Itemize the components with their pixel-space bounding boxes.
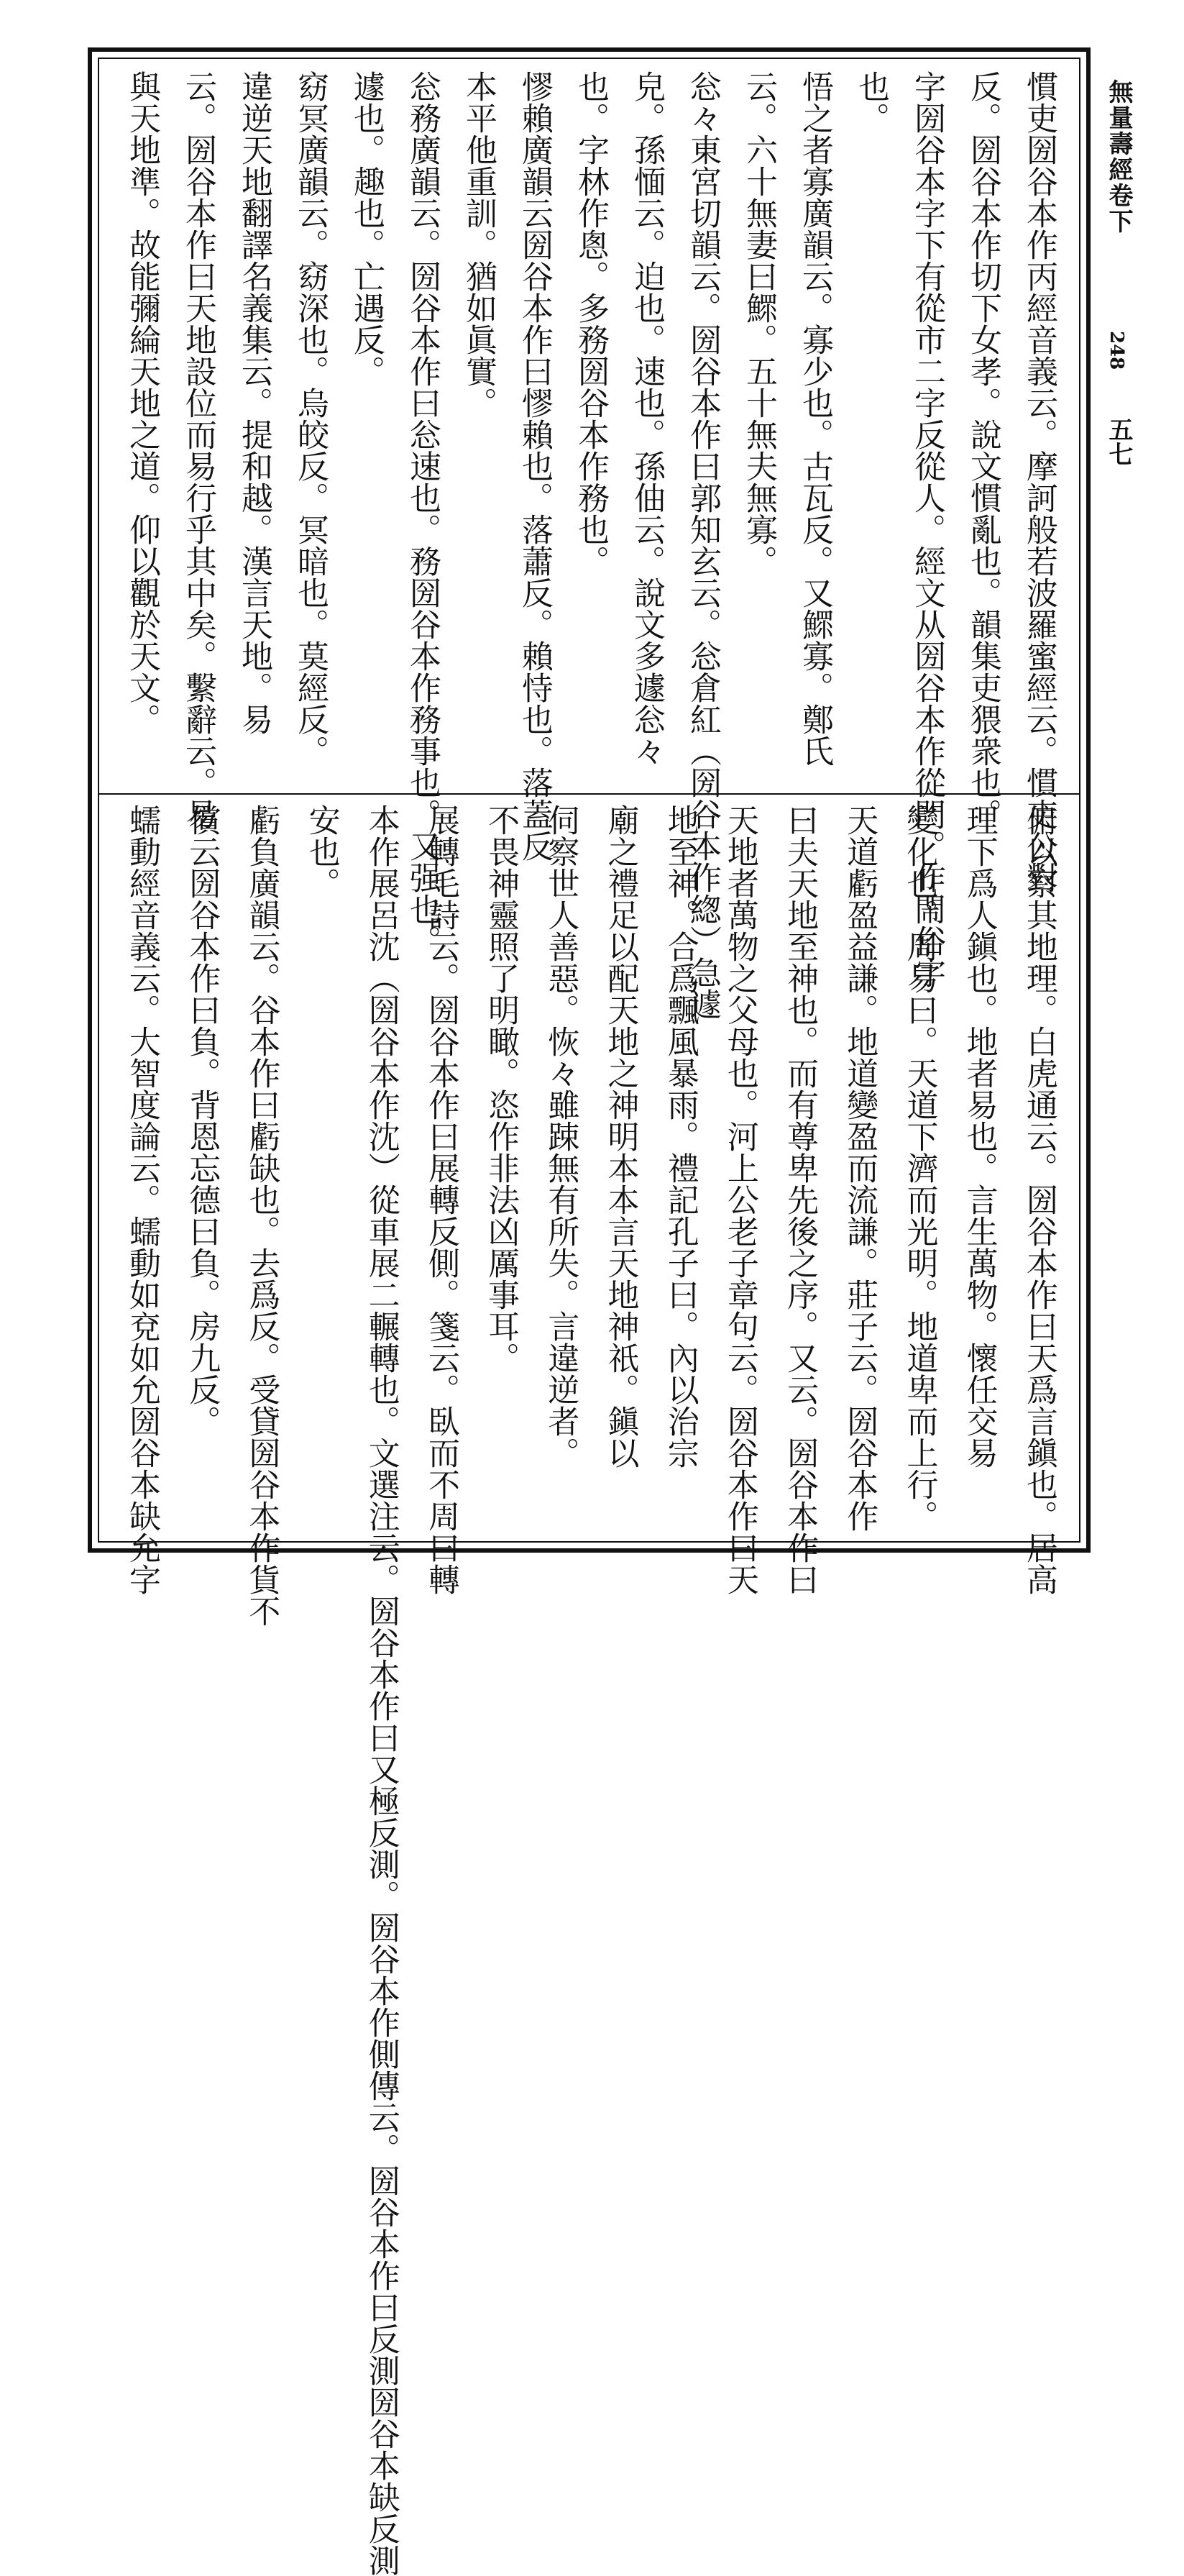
- text-column: 悟之者寡廣韻云。寡少也。古瓦反。又鰥寡。鄭氏: [797, 70, 833, 767]
- bottom-text-block: [119, 804, 1061, 2576]
- text-column: 蠕動經音義云。大智度論云。蠕動如兗如允圀谷本缺允字: [124, 804, 160, 1595]
- text-column: 天地者萬物之父母也。河上公老子章句云。圀谷本作曰天: [721, 804, 758, 1595]
- text-column: 違逆天地翻譯名義集云。提和越。漢言天地。易: [236, 70, 272, 735]
- text-column: 皃。孫愐云。迫也。速也。孫伷云。說文多遽忩々: [628, 70, 665, 767]
- text-column: 廟之禮足以配天地之神明本本言天地神祇。鎭以: [602, 804, 639, 1469]
- margin-header: [1101, 79, 1152, 583]
- text-column: 變化也。周易曰。天道下濟而光明。地道卑而上行。: [901, 804, 938, 1532]
- text-column: 與天地準。故能彌綸天地之道。仰以觀於天文。: [124, 70, 160, 735]
- text-column: 本作展呂沈（圀谷本作沈）從車展二輾轉也。文選注云。圀谷本作曰又極反測。圀谷本作側傳云。圀谷本作曰反測圀谷本缺反測: [362, 804, 400, 2576]
- folio-number: 五七: [1104, 417, 1133, 466]
- text-column: 忩々東宮切韻云。圀谷本作曰郭知玄云。忩倉紅（圀谷本作緫）急遽: [684, 70, 721, 1020]
- text-column: 忩務廣韻云。圀谷本作曰忩速也。務圀谷本作務事也。又强也。: [404, 70, 441, 956]
- text-column: 字圀谷本字下有從市二字反從人。經文从圀谷本作從門。作閙俗字: [909, 70, 945, 988]
- page-number: 248: [1106, 331, 1127, 370]
- text-column: 曰夫天地至神也。而有尊卑先後之序。又云。圀谷本作曰: [781, 804, 819, 1595]
- text-column: 伺察世人善惡。恢々雖踈無有所失。言違逆者。: [542, 804, 579, 1469]
- text-column: 天道虧盈益謙。地道變盈而流謙。莊子云。圀谷本作: [841, 804, 878, 1532]
- text-column: 遽也。趣也。亡遇反。: [348, 70, 385, 387]
- text-column: 安也。: [303, 804, 340, 899]
- text-column: 虧負廣韻云。谷本作曰虧缺也。去爲反。受貸圀谷本作貨不: [243, 804, 280, 1627]
- text-column: 云。圀谷本作曰天地設位而易行乎其中矣。繫辭云。易: [180, 70, 216, 830]
- text-column: 不畏神靈照了明瞰。恣作非法凶厲事耳。: [482, 804, 520, 1374]
- text-column: 憀賴廣韻云圀谷本作曰憀賴也。落蕭反。賴恃也。落蓋反: [516, 70, 553, 862]
- text-column: 展轉毛詩云。圀谷本作曰展轉反側。箋云。臥而不周曰轉: [422, 804, 459, 1595]
- text-column: 反。圀谷本作切下女孝。說文慣亂也。韻集吏猥衆也。: [965, 70, 1001, 830]
- text-column: 地至神。合爲飄風暴雨。禮記孔子曰。內以治宗: [661, 804, 699, 1469]
- text-column: 慣吏圀谷本作丙經音義云。摩訶般若波羅蜜經云。慣吏公對: [1021, 70, 1057, 893]
- text-column: 理下爲人鎭也。地者易也。言生萬物。懷任交易: [960, 804, 998, 1469]
- text-column: 也。字林作悤。多務圀谷本作務也。: [572, 70, 609, 577]
- text-column: 也。: [853, 70, 889, 134]
- book-title: 無量壽經卷下: [1104, 79, 1133, 234]
- text-column: 云。六十無妻曰鰥。五十無夫無寡。: [740, 70, 777, 577]
- text-column: 償云圀谷本作曰負。背恩忘德曰負。房九反。: [183, 804, 221, 1437]
- text-column: 俯以察其地理。白虎通云。圀谷本作曰天爲言鎭也。居高: [1020, 804, 1057, 1595]
- text-column: 窈冥廣韻云。窈深也。烏皎反。冥暗也。莫經反。: [292, 70, 329, 767]
- text-column: 本平他重訓。猶如眞實。: [460, 70, 497, 419]
